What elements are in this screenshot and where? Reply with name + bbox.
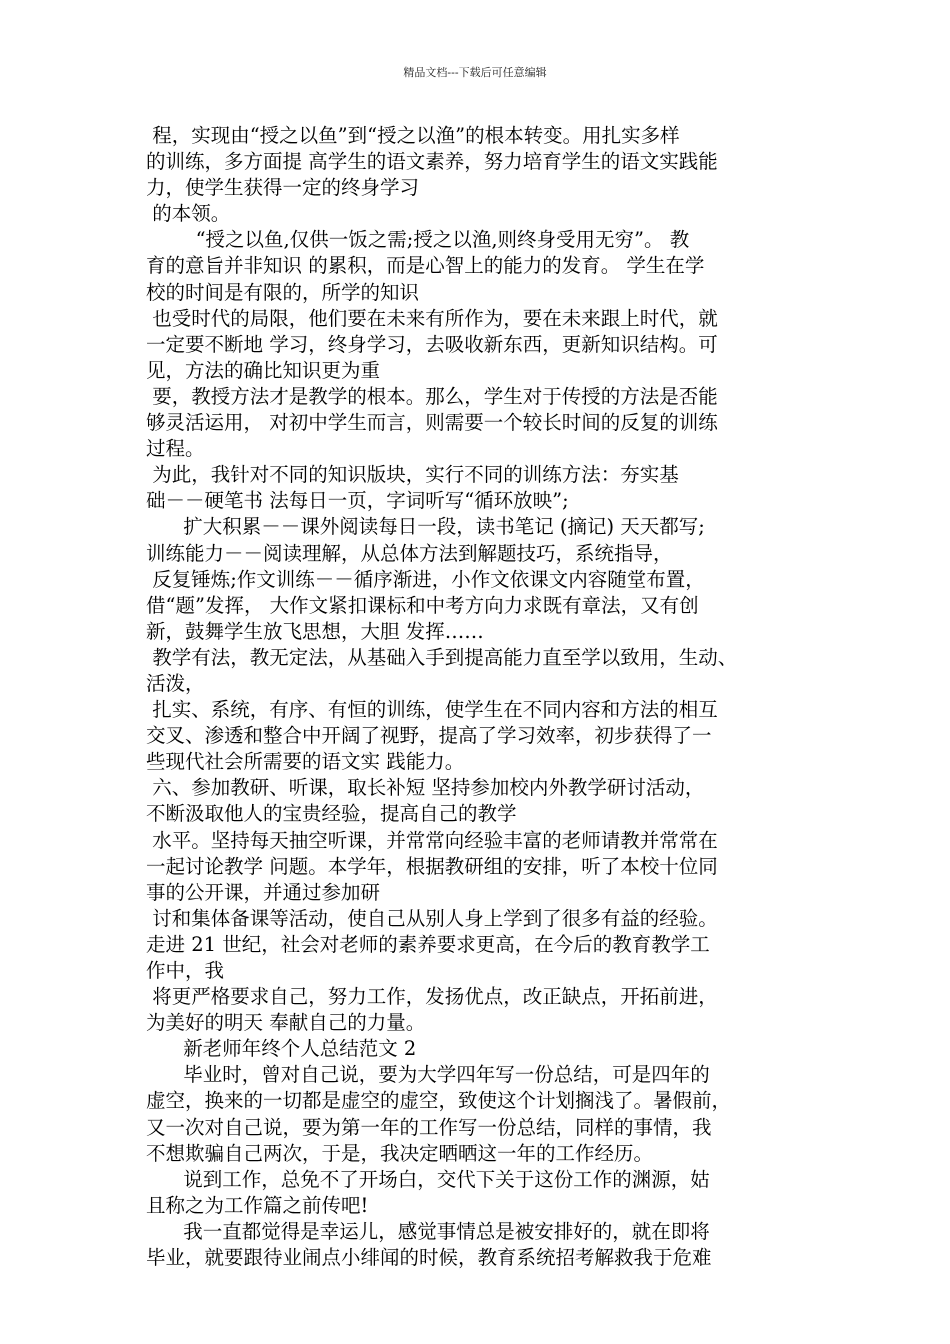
text-line: 些现代社会所需要的语文实 践能力。 (146, 750, 465, 774)
text-line: 水平。坚持每天抽空听课，并常常向经验丰富的老师请教并常常在 (146, 828, 718, 852)
text-line: 我一直都觉得是幸运儿，感觉事情总是被安排好的，就在即将 (146, 1219, 710, 1243)
text-line: 扎实、系统，有序、有恒的训练，使学生在不同内容和方法的相互 (146, 698, 718, 722)
text-line: 且称之为工作篇之前传吧! (146, 1193, 369, 1217)
text-line: 要，教授方法才是教学的根本。那么，学生对于传授的方法是否能 (146, 384, 718, 408)
text-line: 一定要不断地 学习，终身学习，去吸收新东西，更新知识结构。可 (146, 332, 718, 356)
text-line: 又一次对自己说，要为第一年的工作写一份总结，同样的事情，我 (146, 1115, 712, 1139)
text-line: 虚空，换来的一切都是虚空的虚空，致使这个计划搁浅了。暑假前， (146, 1089, 732, 1113)
page-header: 精品文档---下载后可任意编辑 (403, 66, 547, 79)
text-line: 作中，我 (146, 959, 225, 982)
text-line: 够灵活运用， 对初中学生而言，则需要一个较长时间的反复的训练 (146, 411, 718, 435)
text-line: 反复锤炼;作文训练－－循序渐进，小作文依课文内容随堂布置， (146, 567, 705, 591)
document-body (146, 123, 826, 1271)
text-line: 走进 21 世纪，社会对老师的素养要求更高，在今后的教育教学工 (146, 932, 710, 956)
text-line: 的训练，多方面提 高学生的语文素养，努力培育学生的语文实践能 (146, 150, 718, 174)
text-line: 为此，我针对不同的知识版块，实行不同的训练方法：夯实基 (146, 463, 679, 487)
text-line: 不想欺骗自己两次，于是，我决定晒晒这一年的工作经历。 (146, 1141, 654, 1165)
text-line: 的本领。 (146, 202, 231, 226)
text-line: “授之以鱼,仅供一饭之需;授之以渔,则终身受用无穷”。 教 (146, 228, 690, 252)
text-line: 见，方法的确比知识更为重 (146, 358, 381, 382)
text-line: 训练能力－－阅读理解，从总体方法到解题技巧，系统指导， (146, 541, 673, 565)
text-line: 六、参加教研、听课，取长补短 坚持参加校内外教学研讨活动， (146, 776, 705, 800)
text-line: 程，实现由“授之以鱼”到“授之以渔”的根本转变。用扎实多样 (146, 124, 680, 147)
text-line: 校的时间是有限的，所学的知识 (146, 280, 420, 304)
text-line: 讨和集体备课等活动，使自己从别人身上学到了很多有益的经验。 (146, 906, 718, 930)
text-line: 将更严格要求自己，努力工作，发扬优点，改正缺点，开拓前进， (146, 985, 718, 1009)
text-line: 一起讨论教学 问题。本学年，根据教研组的安排，听了本校十位同 (146, 854, 718, 878)
text-line: 说到工作，总免不了开场白，交代下关于这份工作的渊源，姑 (146, 1167, 710, 1191)
text-line: 借“题”发挥， 大作文紧扣课标和中考方向力求既有章法，又有创 (146, 593, 699, 617)
text-line: 过程。 (146, 437, 205, 461)
text-line: 础－－硬笔书 法每日一页，字词听写“循环放映”; (146, 489, 569, 513)
text-line: 新，鼓舞学生放飞思想，大胆 发挥…… (146, 619, 484, 643)
text-line: 毕业，就要跟待业闹点小绯闻的时候，教育系统招考解救我于危难 (146, 1246, 712, 1270)
text-line: 毕业时，曾对自己说，要为大学四年写一份总结，可是四年的 (146, 1063, 710, 1087)
text-line: 新老师年终个人总结范文 2 (146, 1037, 417, 1061)
text-line: 事的公开课，并通过参加研 (146, 880, 381, 904)
text-line: 教学有法，教无定法，从基础入手到提高能力直至学以致用，生动、 (146, 645, 738, 669)
text-line: 交叉、渗透和整合中开阔了视野，提高了学习效率，初步获得了一 (146, 724, 712, 748)
text-line: 为美好的明天 奉献自己的力量。 (146, 1011, 426, 1035)
text-line: 育的意旨并非知识 的累积，而是心智上的能力的发育。 学生在学 (146, 254, 705, 278)
text-line: 力，使学生获得一定的终身学习 (146, 176, 420, 200)
text-line: 不断汲取他人的宝贵经验，提高自己的教学 (146, 802, 517, 826)
text-line: 也受时代的局限，他们要在未来有所作为，要在未来跟上时代，就 (146, 306, 718, 330)
text-line: 扩大积累－－课外阅读每日一段，读书笔记 (摘记) 天天都写; (146, 515, 705, 539)
text-line: 活泼， (146, 671, 205, 695)
